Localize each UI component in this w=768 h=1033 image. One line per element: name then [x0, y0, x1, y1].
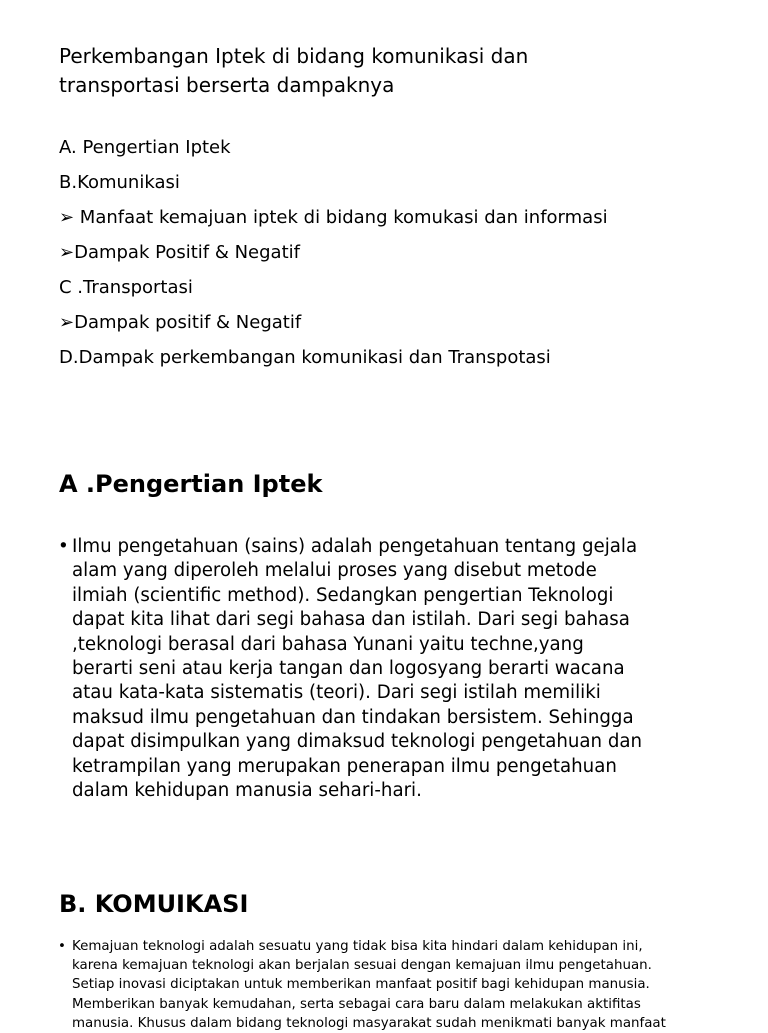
section-b-heading: B. KOMUIKASI: [59, 890, 249, 918]
bullet-icon: •: [58, 939, 66, 954]
paragraph-line: dalam kehidupan manusia sehari-hari.: [72, 780, 422, 802]
paragraph-line: dapat kita lihat dari segi bahasa dan istilah. Dari segi bahasa: [72, 609, 630, 631]
toc-item: A. Pengertian Iptek: [59, 137, 231, 158]
section-b-paragraph: [58, 937, 666, 1033]
toc-item: ➢Dampak Positif & Negatif: [59, 242, 300, 263]
paragraph-line: atau kata-kata sistematis (teori). Dari segi istilah memiliki: [72, 682, 601, 704]
paragraph-line: berarti seni atau kerja tangan dan logosyang berarti wacana: [72, 658, 625, 680]
section-a-paragraph: [58, 535, 642, 803]
paragraph-line: Ilmu pengetahuan (sains) adalah pengetahuan tentang gejala: [72, 536, 638, 557]
paragraph-line: dapat disimpulkan yang dimaksud teknologi pengetahuan dan: [72, 731, 643, 753]
paragraph-line: manusia. Khusus dalam bidang teknologi masyarakat sudah menikmati banyak manfaat: [72, 1015, 666, 1031]
paragraph-line: maksud ilmu pengetahuan dan tindakan bersistem. Sehingga: [72, 706, 634, 728]
title-line: Perkembangan Iptek di bidang komunikasi dan: [59, 44, 529, 68]
paragraph-line: Memberikan banyak kemudahan, serta sebagai cara baru dalam melakukan aktifitas: [72, 996, 641, 1012]
paragraph-line: Setiap inovasi diciptakan untuk memberikan manfaat positif bagi kehidupan manusia.: [72, 977, 650, 993]
paragraph-line: karena kemajuan teknologi akan berjalan sesuai dengan kemajuan ilmu pengetahuan.: [72, 958, 652, 974]
document-title: [59, 42, 528, 100]
bullet-icon: •: [58, 536, 69, 557]
paragraph-line: Kemajuan teknologi adalah sesuatu yang tidak bisa kita hindari dalam kehidupan ini,: [72, 939, 643, 954]
paragraph-line: alam yang diperoleh melalui proses yang disebut metode: [72, 560, 597, 582]
toc-item: D.Dampak perkembangan komunikasi dan Transpotasi: [59, 347, 551, 368]
toc-item: ➢ Manfaat kemajuan iptek di bidang komukasi dan informasi: [59, 207, 608, 228]
paragraph-line: ketrampilan yang merupakan penerapan ilmu pengetahuan: [72, 755, 617, 777]
paragraph-line: ,teknologi berasal dari bahasa Yunani yaitu techne,yang: [72, 633, 584, 655]
paragraph-line: ilmiah (scientific method). Sedangkan pengertian Teknologi: [72, 584, 614, 606]
title-line: transportasi berserta dampaknya: [59, 73, 395, 97]
section-a-heading: A .Pengertian Iptek: [59, 470, 323, 498]
toc-item: B.Komunikasi: [59, 172, 180, 193]
toc-item: C .Transportasi: [59, 277, 193, 298]
toc-item: ➢Dampak positif & Negatif: [59, 312, 302, 333]
